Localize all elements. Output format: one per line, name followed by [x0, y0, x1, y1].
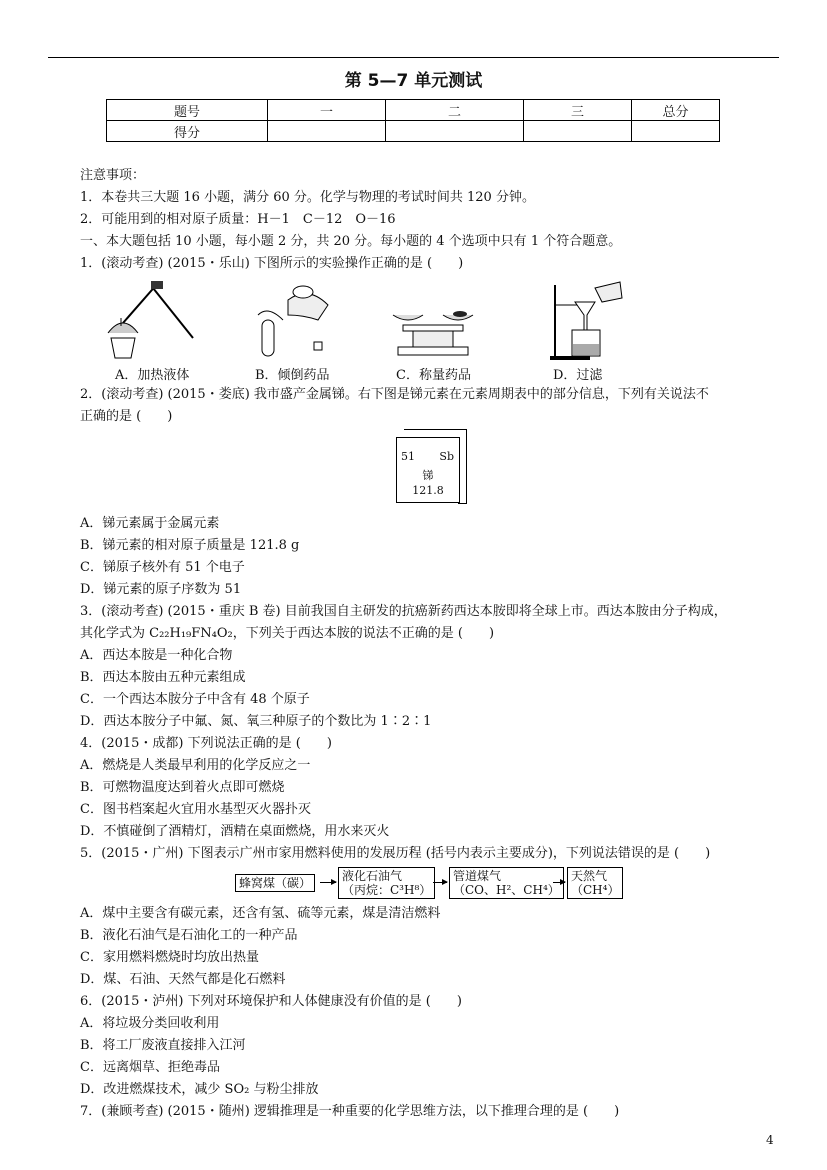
q2-stem-line1: 2．(滚动考查) (2015・娄底) 我市盛产金属锑。右下图是锑元素在元素周期表中的部分信息，下列有关说法不 [80, 387, 709, 402]
score-header-cell: 题号 [107, 100, 268, 121]
element-name: 锑 [422, 469, 434, 482]
flow-gas-label: 管道煤气 [453, 869, 502, 883]
note-2: 2．可能用到的相对原子质量：H－1 C－12 O－16 [80, 212, 396, 227]
q5-option-a: A．煤中主要含有碳元素，还含有氢、硫等元素，煤是清洁燃料 [80, 906, 441, 921]
flow-lpg-label: 液化石油气 [342, 869, 403, 883]
q4-option-c: C．图书档案起火宜用水基型灭火器扑灭 [80, 802, 311, 817]
q1-caption-a: A．加热液体 [115, 368, 190, 383]
q3-stem-line2: 其化学式为 C₂₂H₁₉FN₄O₂，下列关于西达本胺的说法不正确的是 ( ) [80, 626, 495, 641]
q4-option-d: D．不慎碰倒了酒精灯，酒精在桌面燃烧，用水来灭火 [80, 824, 390, 839]
q5-option-c: C．家用燃料燃烧时均放出热量 [80, 950, 259, 965]
score-row-label: 得分 [107, 121, 268, 142]
q3-option-b: B．西达本胺由五种元素组成 [80, 670, 246, 685]
notes-heading: 注意事项： [80, 168, 146, 183]
q6-option-a: A．将垃圾分类回收利用 [80, 1016, 220, 1031]
q2-option-b: B．锑元素的相对原子质量是 121.8 g [80, 538, 300, 553]
flow-box-coal [235, 874, 315, 892]
q2-option-c: C．锑原子核外有 51 个电子 [80, 560, 245, 575]
q6-stem: 6．(2015・泸州) 下列对环境保护和人体健康没有价值的是 ( ) [80, 994, 462, 1009]
flow-natural-gas-label: 天然气 [571, 869, 608, 883]
flow-arrow [553, 882, 565, 883]
score-table [106, 99, 720, 142]
header-rule [48, 57, 779, 58]
element-card [396, 437, 460, 503]
figure-pouring-reagent [238, 280, 338, 360]
element-number: 51 [401, 450, 415, 463]
section-1-heading: 一、本大题包括 10 小题，每小题 2 分，共 20 分。每小题的 4 个选项中只有 1 个符合题意。 [80, 234, 622, 249]
q7-stem: 7．(兼顾考查) (2015・随州) 逻辑推理是一种重要的化学思维方法，以下推理合理的是 ( ) [80, 1104, 620, 1119]
q6-option-c: C．远离烟草、拒绝毒品 [80, 1060, 220, 1075]
q3-option-c: C．一个西达本胺分子中含有 48 个原子 [80, 692, 310, 707]
score-input-cell[interactable] [632, 121, 720, 142]
q2-option-d: D．锑元素的原子序数为 51 [80, 582, 242, 597]
q6-option-d: D．改进燃煤技术，减少 SO₂ 与粉尘排放 [80, 1082, 319, 1097]
q1-stem: 1．(滚动考查) (2015・乐山) 下图所示的实验操作正确的是 ( ) [80, 256, 464, 271]
element-mass: 121.8 [412, 484, 444, 497]
flow-gas-formula: （CO、H²、CH⁴） [453, 883, 560, 897]
q4-stem: 4．(2015・成都) 下列说法正确的是 ( ) [80, 736, 332, 751]
q6-option-b: B．将工厂废液直接排入江河 [80, 1038, 246, 1053]
figure-filtration [550, 280, 625, 362]
q2-option-a: A．锑元素属于金属元素 [80, 516, 220, 531]
score-header-cell: 一 [268, 100, 386, 121]
q5-stem: 5．(2015・广州) 下图表示广州市家用燃料使用的发展历程 (括号内表示主要成分)，下列说法错误的是 ( ) [80, 846, 711, 861]
page-number: 4 [766, 1133, 774, 1147]
note-1: 1．本卷共三大题 16 小题，满分 60 分。化学与物理的考试时间共 120 分钟。 [80, 190, 535, 205]
q1-caption-b: B．倾倒药品 [255, 368, 330, 383]
flow-box-lpg [338, 867, 435, 899]
score-input-cell[interactable] [268, 121, 386, 142]
score-header-cell: 三 [524, 100, 632, 121]
flow-box-gas [449, 867, 564, 899]
flow-box-natural-gas [567, 867, 623, 899]
score-input-cell[interactable] [524, 121, 632, 142]
flow-natural-gas-formula: （CH⁴） [571, 883, 620, 897]
q5-option-b: B．液化石油气是石油化工的一种产品 [80, 928, 298, 943]
flow-arrow [433, 882, 447, 883]
q1-caption-c: C．称量药品 [396, 368, 471, 383]
score-input-cell[interactable] [386, 121, 524, 142]
q3-option-d: D．西达本胺分子中氟、氮、氧三种原子的个数比为 1∶2∶1 [80, 714, 432, 729]
score-header-cell: 总分 [632, 100, 720, 121]
element-symbol: Sb [439, 450, 454, 463]
flow-arrow [320, 882, 336, 883]
page-title: 第 5—7 单元测试 [344, 71, 483, 91]
flow-lpg-formula: （丙烷：C³H⁸） [342, 883, 432, 897]
q2-stem-line2: 正确的是 ( ) [80, 409, 173, 424]
q4-option-a: A．燃烧是人类最早利用的化学反应之一 [80, 758, 311, 773]
figure-weighing-reagent [388, 290, 478, 360]
q1-caption-d: D．过滤 [553, 368, 603, 383]
score-header-cell: 二 [386, 100, 524, 121]
flow-coal-label: 蜂窝煤（碳） [239, 876, 312, 890]
q3-option-a: A．西达本胺是一种化合物 [80, 648, 233, 663]
figure-heating-liquid [103, 278, 203, 363]
q5-option-d: D．煤、石油、天然气都是化石燃料 [80, 972, 286, 987]
q4-option-b: B．可燃物温度达到着火点即可燃烧 [80, 780, 285, 795]
q3-stem-line1: 3．(滚动考查) (2015・重庆 B 卷) 目前我国自主研发的抗癌新药西达本胺即将全球上市。西达本胺由分子构成， [80, 604, 727, 619]
